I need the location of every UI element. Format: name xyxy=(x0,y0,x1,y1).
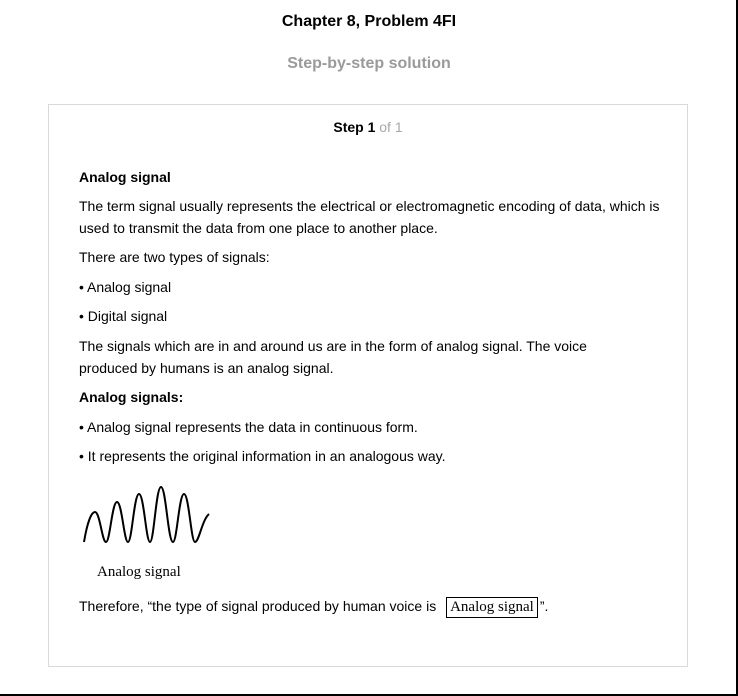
analog-wave-line xyxy=(84,487,209,542)
step-card xyxy=(48,104,688,667)
list-item: • Digital signal xyxy=(79,308,168,324)
step-number: Step 1 xyxy=(333,119,376,135)
step-total: of 1 xyxy=(375,119,403,135)
list-item: • Analog signal represents the data in continuous form. xyxy=(79,419,418,435)
types-intro: There are two types of signals: xyxy=(79,249,270,265)
conclusion-suffix: ”. xyxy=(539,598,549,614)
list-item: • It represents the original information in an analogous way. xyxy=(79,448,446,464)
section-heading: Analog signal xyxy=(79,169,171,185)
step-header xyxy=(49,118,687,136)
list-item: • Analog signal xyxy=(79,279,172,295)
answer-box: Analog signal xyxy=(446,597,538,618)
solution-label: Step-by-step solution xyxy=(287,55,451,72)
conclusion-prefix: Therefore, “the type of signal produced by human voice is xyxy=(79,598,437,614)
context-paragraph: The signals which are in and around us are in the form of analog signal. The voice produced by humans is an analog signal. xyxy=(79,338,587,376)
definition-paragraph: The term signal usually represents the electrical or electromagnetic encoding of data, which is used to transmit the data from one place to another place. xyxy=(79,198,660,236)
section-subheading: Analog signals: xyxy=(79,389,184,405)
conclusion-paragraph xyxy=(79,595,669,618)
page-title: Chapter 8, Problem 4FI xyxy=(281,13,457,30)
figure-caption: Analog signal xyxy=(97,564,181,580)
